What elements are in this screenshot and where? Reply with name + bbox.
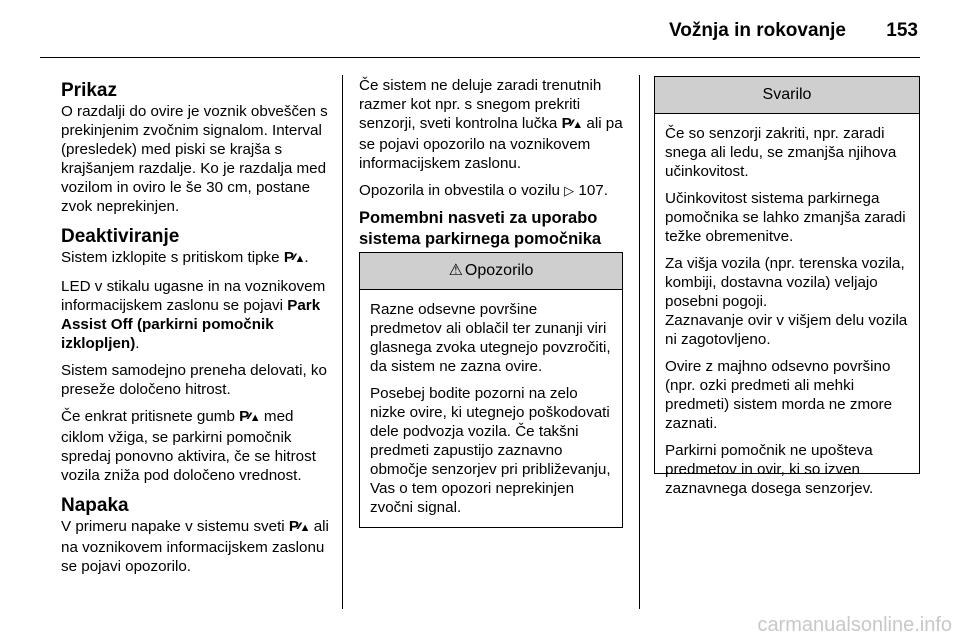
opozorilo-p2: Posebej bodite pozorni na zelo nizke ovire, ki utegnejo poškodovati dele podvozja vozila. Če takšni predmeti zapustijo zaznavno območje senzorjev pri približevanju, Vas o tem opozori neprekinjen zvočni signal. [370, 385, 611, 516]
svarilo-p6: Parkirni pomočnik ne upošteva predmetov in ovir, ki so izven zaznavnega dosega senzorjev. [665, 442, 874, 497]
park-assist-off-message: Park Assist Off (parkirni pomočnik izklopljen) [61, 297, 321, 352]
warning-box-opozorilo [359, 252, 623, 528]
col2-p2: Opozorila in obvestila o vozilu ▷ 107. [359, 182, 608, 199]
header-divider [40, 57, 920, 58]
section-heading-napaka: Napaka [61, 495, 129, 516]
page-header-title: Vožnja in rokovanje [668, 20, 846, 41]
page-reference-arrow-icon: ▷ [564, 183, 575, 198]
park-assist-icon: P⁄⁄⁄▲ [561, 115, 583, 132]
section-heading-prikaz: Prikaz [61, 80, 117, 101]
section-heading-deaktiviranje: Deaktiviranje [61, 226, 180, 247]
section-heading-nasveti: Pomembni nasveti za uporabo sistema parkirnega pomočnika [359, 209, 602, 248]
park-assist-icon: P⁄⁄⁄▲ [239, 408, 260, 425]
svarilo-p2: Učinkovitost sistema parkirnega pomočnika se lahko zmanjša zaradi težke obremenitve. [665, 190, 906, 245]
park-assist-icon: P⁄⁄⁄▲ [288, 518, 310, 535]
column-divider-1 [342, 75, 343, 609]
deaktiviranje-p2: LED v stikalu ugasne in na voznikovem informacijskem zaslonu se pojavi Park Assist Off (parkirni pomočnik izklopljen). [61, 278, 326, 352]
deaktiviranje-p4: Če enkrat pritisnete gumb P⁄⁄⁄▲ med ciklom vžiga, se parkirni pomočnik spredaj ponovno aktivira, če se hitrost vozila zniža pod določeno vrednost. [61, 408, 316, 484]
caution-box-svarilo [654, 76, 920, 497]
column-divider-2 [639, 75, 640, 609]
col2-p1: Če sistem ne deluje zaradi trenutnih razmer kot npr. s snegom prekriti senzorji, sveti kontrolna lučka P⁄⁄⁄▲ ali pa se pojavi opozorilo na voznikovem informacijskem zaslonu. [359, 77, 623, 172]
svarilo-p1: Če so senzorji zakriti, npr. zaradi snega ali ledu, se zmanjša njihova učinkovitost. [665, 125, 897, 180]
opozorilo-p1: Razne odsevne površine predmetov ali oblačil ter zunanji viri glasnega zvoka utegnejo povzročiti, da sistem ne zazna ovire. [370, 301, 611, 375]
column-2 [359, 76, 623, 254]
page-reference-link[interactable]: 107. [578, 182, 608, 199]
deaktiviranje-p3: Sistem samodejno preneha delovati, ko preseže določeno hitrost. [61, 362, 327, 398]
svarilo-p5: Ovire z majhno odsevno površino (npr. ozki predmeti ali mehki predmeti) sistem morda ne zmore zaznati. [665, 358, 893, 432]
prikaz-text: O razdalji do ovire je voznik obveščen s prekinjenim zvočnim signalom. Interval (presledek) med piski se krajša s krajšanjem razdalje. Ko je razdalja med vozilom in oviro le še 30 cm, postane zvok neprekinjen. [61, 103, 328, 215]
svarilo-p4: Zaznavanje ovir v višjem delu vozila ni zagotovljeno. [665, 312, 908, 348]
warning-triangle-icon: ⚠ [448, 262, 463, 279]
park-assist-icon: P⁄⁄⁄▲ [283, 249, 305, 266]
svarilo-p3: Za višja vozila (npr. terenska vozila, kombiji, dostavna vozila) veljajo posebni pogoji. [665, 255, 905, 310]
warning-box-header: ⚠ Opozorilo [360, 253, 622, 290]
napaka-text: V primeru napake v sistemu sveti P⁄⁄⁄▲ ali na voznikovem informacijskem zaslonu se pojavi opozorilo. [61, 518, 329, 575]
deaktiviranje-p1: Sistem izklopite s pritiskom tipke P⁄⁄⁄▲. [61, 248, 333, 269]
watermark: carmanualsonline.info [757, 614, 952, 636]
caution-box-header: Svarilo [655, 77, 919, 114]
page-number: 153 [886, 20, 918, 41]
column-1 [61, 80, 333, 584]
